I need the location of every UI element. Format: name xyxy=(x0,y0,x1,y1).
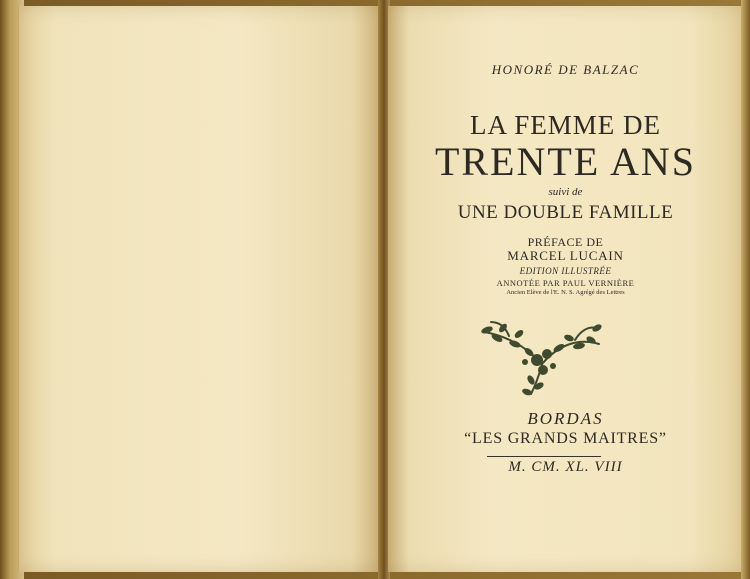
left-page xyxy=(18,6,381,572)
divider-rule xyxy=(487,456,601,457)
title-line-1: LA FEMME DE xyxy=(469,110,661,140)
publisher-name: BORDAS xyxy=(527,409,604,428)
title-page xyxy=(388,6,743,572)
author-name: HONORÉ DE BALZAC xyxy=(491,62,640,77)
publication-year: M. CM. XL. VIII xyxy=(508,459,623,475)
annotator-credentials: Ancien Elève de l'E. N. S. Agrégé des Lettres xyxy=(506,289,625,296)
preface-author: MARCEL LUCAIN xyxy=(507,248,624,263)
subtitle: UNE DOUBLE FAMILLE xyxy=(457,202,674,223)
preface-label: PRÉFACE DE xyxy=(527,235,604,249)
title-line-2: TRENTE ANS xyxy=(434,139,697,184)
connector-text: suivi de xyxy=(548,186,583,198)
edition-note: EDITION ILLUSTRÉE xyxy=(519,266,612,276)
floral-ornament-icon xyxy=(479,314,605,396)
series-name: “LES GRANDS MAITRES” xyxy=(464,430,667,447)
annotator: ANNOTÉE PAR PAUL VERNIÈRE xyxy=(496,278,635,288)
